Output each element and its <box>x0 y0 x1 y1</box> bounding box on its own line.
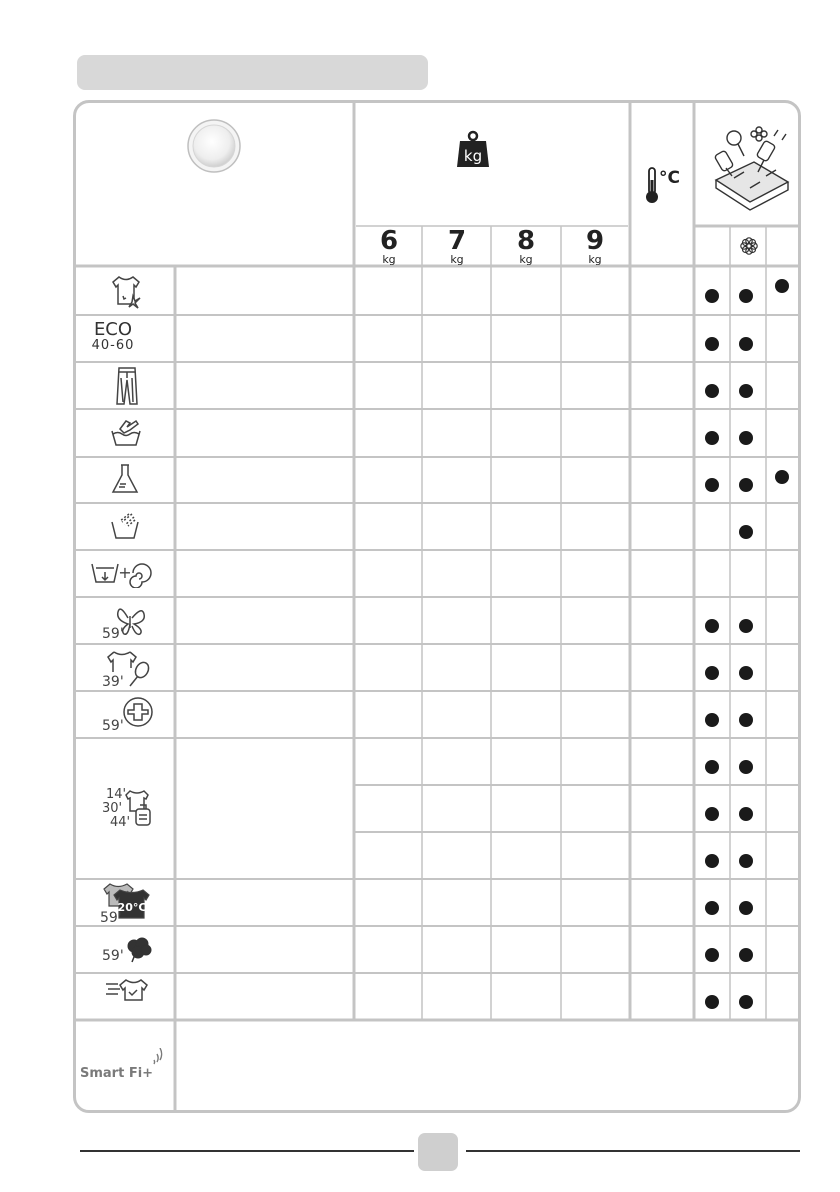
drain-plus-spin-icon <box>90 558 156 588</box>
plus-sign: + <box>118 563 132 582</box>
dot-row1-col2 <box>739 289 753 303</box>
time-59-label: 59' <box>100 910 122 924</box>
eco-40-60-icon <box>80 321 146 353</box>
capacity-value: 7 <box>447 226 467 256</box>
detergent-drawer-icon <box>710 122 792 212</box>
flask-icon <box>110 462 140 496</box>
dot-row6-col2 <box>739 525 753 539</box>
dot-row2-col2 <box>739 337 753 351</box>
footer-rule-left <box>80 1150 414 1152</box>
capacity-7-header <box>427 228 487 266</box>
dot-row8-col1 <box>705 619 719 633</box>
time-59-label: 59' <box>102 626 124 640</box>
page-number-tab <box>418 1133 458 1171</box>
capacity-unit: kg <box>450 253 464 266</box>
programme-dial-icon <box>186 118 242 174</box>
hygiene-59-icon <box>100 694 154 734</box>
eco-label: ECO <box>93 319 133 340</box>
dot-row11-1-col1 <box>705 760 719 774</box>
dot-row9-col1 <box>705 666 719 680</box>
dot-row3-col2 <box>739 384 753 398</box>
butterfly-59-icon <box>98 602 152 640</box>
dot-row1-col1 <box>705 289 719 303</box>
capacity-6-header <box>359 228 419 266</box>
dot-row11-2-col2 <box>739 807 753 821</box>
dot-row3-col1 <box>705 384 719 398</box>
rinse-spray-icon <box>110 512 140 540</box>
dot-row11-3-col2 <box>739 854 753 868</box>
footer-rule-right <box>466 1150 800 1152</box>
cotton-59-icon <box>100 932 154 966</box>
capacity-unit: kg <box>588 253 602 266</box>
wifi-signal-icon <box>152 1048 170 1066</box>
time-30-label: 30' <box>102 801 123 816</box>
softener-flower-icon <box>739 236 759 256</box>
capacity-8-header <box>496 228 556 266</box>
dot-row9-col2 <box>739 666 753 680</box>
mixed-20c-59-icon <box>98 880 154 924</box>
dot-row13-col2 <box>739 948 753 962</box>
capacity-value: 8 <box>516 226 536 256</box>
dot-row10-col2 <box>739 713 753 727</box>
capacity-unit: kg <box>382 253 396 266</box>
quick-shirt-icon <box>104 976 150 1006</box>
dot-row13-col1 <box>705 948 719 962</box>
time-39-label: 39' <box>102 674 124 688</box>
rapid-multi-icon <box>100 785 156 835</box>
dot-row12-col2 <box>739 901 753 915</box>
dot-row14-col1 <box>705 995 719 1009</box>
capacity-value: 9 <box>585 226 605 256</box>
dot-row4-col1 <box>705 431 719 445</box>
temperature-unit-label: °C <box>659 168 680 188</box>
dot-row1-col3 <box>775 279 789 293</box>
time-44-label: 44' <box>110 815 131 830</box>
time-14-label: 14' <box>106 787 127 802</box>
dot-row2-col1 <box>705 337 719 351</box>
capacity-unit: kg <box>519 253 533 266</box>
dot-row12-col1 <box>705 901 719 915</box>
smart-fi-logo <box>80 1066 153 1081</box>
dot-row4-col2 <box>739 431 753 445</box>
kg-weight-icon <box>455 130 491 170</box>
kg-weight-label: kg <box>463 147 483 165</box>
time-59-label: 59' <box>102 948 124 964</box>
dot-row5-col1 <box>705 478 719 492</box>
dot-row11-2-col1 <box>705 807 719 821</box>
dot-row5-col2 <box>739 478 753 492</box>
jeans-icon <box>113 366 139 406</box>
dot-row8-col2 <box>739 619 753 633</box>
dot-row11-3-col1 <box>705 854 719 868</box>
dot-row14-col2 <box>739 995 753 1009</box>
shirt-sparkle-icon <box>109 274 145 310</box>
eco-range-label: 40-60 <box>91 338 135 353</box>
smart-fi-label: Smart Fi+ <box>80 1066 154 1081</box>
hand-wash-icon <box>110 417 142 447</box>
dot-row5-col3 <box>775 470 789 484</box>
capacity-value: 6 <box>379 226 399 256</box>
temp-20c-badge: 20°C <box>117 901 147 914</box>
dot-row10-col1 <box>705 713 719 727</box>
thermometer-icon <box>644 166 660 206</box>
capacity-9-header <box>565 228 625 266</box>
dot-row11-1-col2 <box>739 760 753 774</box>
sport-39-icon <box>100 648 154 688</box>
time-59-label: 59' <box>102 718 124 734</box>
